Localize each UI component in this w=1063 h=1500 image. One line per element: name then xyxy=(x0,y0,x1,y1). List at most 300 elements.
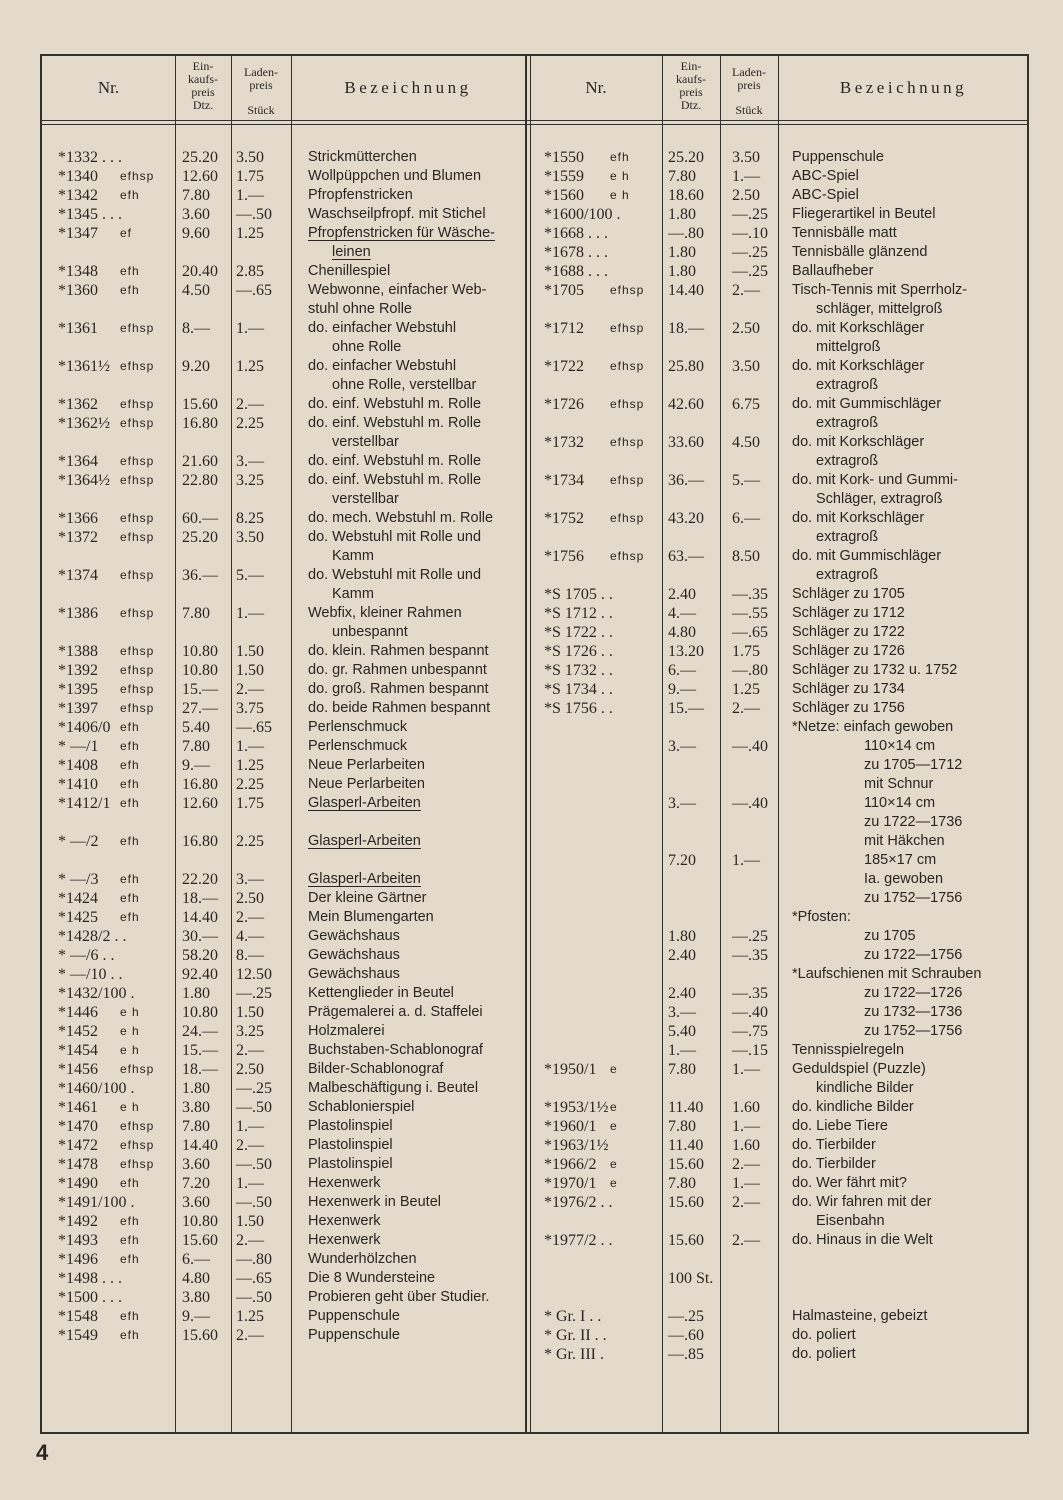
purchase-price: 1.80 xyxy=(182,985,210,1002)
retail-price: 2.— xyxy=(732,1194,760,1211)
purchase-price: 58.20 xyxy=(182,947,218,964)
table-row xyxy=(42,243,1027,262)
table-row xyxy=(42,167,1027,186)
item-variants: efhsp xyxy=(610,549,645,563)
retail-price: 1.75 xyxy=(732,643,760,660)
item-description: 185×17 cm xyxy=(864,852,937,868)
item-description: Hexenwerk xyxy=(308,1232,381,1248)
retail-price: —.75 xyxy=(732,1023,768,1040)
item-description: zu 1752—1756 xyxy=(864,890,963,906)
retail-price: 6.75 xyxy=(732,396,760,413)
item-number: *1734 xyxy=(544,472,584,489)
retail-price: 3.50 xyxy=(732,358,760,375)
item-number: *1456 xyxy=(58,1061,98,1078)
item-number: *1364 xyxy=(58,453,98,470)
retail-price: —.25 xyxy=(236,985,272,1002)
purchase-price: 27.— xyxy=(182,700,218,717)
item-variants: efhsp xyxy=(120,1138,155,1152)
item-variants: efh xyxy=(120,720,140,734)
item-variants: e xyxy=(610,1100,618,1114)
item-number: *1362 xyxy=(58,396,98,413)
purchase-price: 1.80 xyxy=(668,263,696,280)
item-description: Ia. gewoben xyxy=(864,871,944,887)
item-description: verstellbar xyxy=(332,491,399,507)
purchase-price: 8.— xyxy=(182,320,210,337)
item-number: *1366 xyxy=(58,510,98,527)
item-description: Wunderhölzchen xyxy=(308,1251,417,1267)
item-number: *1493 xyxy=(58,1232,98,1249)
purchase-price: 14.40 xyxy=(182,909,218,926)
retail-price: —.80 xyxy=(732,662,768,679)
item-description: Schläger zu 1734 xyxy=(792,681,905,697)
retail-price: 1.— xyxy=(732,168,760,185)
item-description: zu 1722—1736 xyxy=(864,814,963,830)
item-number: *S 1732 . . xyxy=(544,662,613,679)
item-description: Plastolinspiel xyxy=(308,1137,393,1153)
item-number: *1550 xyxy=(544,149,584,166)
purchase-price: 7.20 xyxy=(668,852,696,869)
retail-price: —.25 xyxy=(236,1080,272,1097)
retail-price: 2.25 xyxy=(236,415,264,432)
item-description: Hexenwerk in Beutel xyxy=(308,1194,441,1210)
item-number: *1966/2 xyxy=(544,1156,597,1173)
item-description: do. einfacher Webstuhl xyxy=(308,320,457,336)
retail-price: —.50 xyxy=(236,1099,272,1116)
item-description: Schläger zu 1705 xyxy=(792,586,905,602)
item-number: *1342 xyxy=(58,187,98,204)
table-row xyxy=(42,1117,1027,1136)
table-row xyxy=(42,1174,1027,1193)
item-number: *1712 xyxy=(544,320,584,337)
retail-price: 1.75 xyxy=(236,168,264,185)
item-variants: e h xyxy=(120,1005,140,1019)
item-description: Perlenschmuck xyxy=(308,738,408,754)
purchase-price: 9.60 xyxy=(182,225,210,242)
item-description: Puppenschule xyxy=(792,149,884,165)
purchase-price: 92.40 xyxy=(182,966,218,983)
retail-price: 1.50 xyxy=(236,662,264,679)
item-number: *1360 xyxy=(58,282,98,299)
purchase-price: 10.80 xyxy=(182,1213,218,1230)
item-number: *1976/2 . . xyxy=(544,1194,613,1211)
retail-price: 2.50 xyxy=(732,320,760,337)
retail-price: 2.— xyxy=(732,700,760,717)
purchase-price: 33.60 xyxy=(668,434,704,451)
table-row xyxy=(42,661,1027,680)
table-row xyxy=(42,851,1027,870)
item-description: Neue Perlarbeiten xyxy=(308,776,425,792)
item-description: Tennisbälle matt xyxy=(792,225,897,241)
item-number: *1472 xyxy=(58,1137,98,1154)
purchase-price: 16.80 xyxy=(182,415,218,432)
item-number: *1478 xyxy=(58,1156,98,1173)
purchase-price: —.25 xyxy=(668,1308,704,1325)
item-number: *S 1726 . . xyxy=(544,643,613,660)
item-variants: efh xyxy=(120,1214,140,1228)
table-row xyxy=(42,1003,1027,1022)
purchase-price: 15.— xyxy=(182,681,218,698)
purchase-price: 12.60 xyxy=(182,168,218,185)
purchase-price: 15.60 xyxy=(182,1232,218,1249)
table-row xyxy=(42,528,1027,547)
retail-price: —.35 xyxy=(732,947,768,964)
table-row xyxy=(42,794,1027,813)
purchase-price: —.60 xyxy=(668,1327,704,1344)
item-variants: efh xyxy=(120,739,140,753)
item-description: do. einf. Webstuhl m. Rolle xyxy=(308,415,482,431)
item-description: Pfropfenstricken für Wäsche- xyxy=(308,225,495,241)
table-row xyxy=(42,604,1027,623)
item-variants: efh xyxy=(120,1233,140,1247)
item-number: *1372 xyxy=(58,529,98,546)
item-description: Schläger zu 1726 xyxy=(792,643,905,659)
item-number: *1496 xyxy=(58,1251,98,1268)
header-ladenpreis: Laden- preis Stück xyxy=(244,65,278,117)
item-description: Fliegerartikel in Beutel xyxy=(792,206,936,222)
item-number: *1668 . . . xyxy=(544,225,608,242)
item-description: Kettenglieder in Beutel xyxy=(308,985,454,1001)
retail-price: 2.— xyxy=(732,1156,760,1173)
purchase-price: 10.80 xyxy=(182,1004,218,1021)
item-description: do. einf. Webstuhl m. Rolle xyxy=(308,396,482,412)
item-description: Der kleine Gärtner xyxy=(308,890,427,906)
item-description: mittelgroß xyxy=(816,339,881,355)
item-description: Holzmalerei xyxy=(308,1023,385,1039)
purchase-price: 9.— xyxy=(182,1308,210,1325)
item-variants: efhsp xyxy=(120,701,155,715)
table-row xyxy=(42,718,1027,737)
item-number: *1332 . . . xyxy=(58,149,122,166)
item-variants: efhsp xyxy=(610,359,645,373)
item-description: Glasperl-Arbeiten xyxy=(308,795,421,811)
item-number: *1732 xyxy=(544,434,584,451)
item-variants: efh xyxy=(610,150,630,164)
header-bezeichnung: Bezeichnung xyxy=(839,78,968,97)
item-number: *1454 xyxy=(58,1042,98,1059)
purchase-price: 25.80 xyxy=(668,358,704,375)
item-description: Geduldspiel (Puzzle) xyxy=(792,1061,926,1077)
retail-price: —.40 xyxy=(732,738,768,755)
item-description: do. klein. Rahmen bespannt xyxy=(308,643,489,659)
table-row xyxy=(42,547,1027,566)
price-table xyxy=(40,54,1029,1434)
purchase-price: 15.60 xyxy=(668,1194,704,1211)
item-description: extragroß xyxy=(816,415,879,431)
item-description: Ballaufheber xyxy=(792,263,874,279)
item-description: do. mit Korkschläger xyxy=(792,358,925,374)
purchase-price: 2.40 xyxy=(668,947,696,964)
item-description: do. einf. Webstuhl m. Rolle xyxy=(308,472,482,488)
item-variants: efhsp xyxy=(120,473,155,487)
purchase-price: 10.80 xyxy=(182,643,218,660)
item-number: *1752 xyxy=(544,510,584,527)
purchase-price: 7.80 xyxy=(668,1061,696,1078)
retail-price: 2.50 xyxy=(236,1061,264,1078)
table-row xyxy=(42,395,1027,414)
retail-price: 2.— xyxy=(236,1137,264,1154)
item-description: Schläger zu 1756 xyxy=(792,700,905,716)
item-description: Webwonne, einfacher Web- xyxy=(308,282,487,298)
retail-price: —.50 xyxy=(236,206,272,223)
retail-price: 1.60 xyxy=(732,1099,760,1116)
table-row xyxy=(42,870,1027,889)
table-row xyxy=(42,585,1027,604)
retail-price: 5.— xyxy=(236,567,264,584)
retail-price: 1.25 xyxy=(732,681,760,698)
item-number: *1960/1 xyxy=(544,1118,597,1135)
item-variants: e xyxy=(610,1176,618,1190)
item-description: Waschseilpfropf. mit Stichel xyxy=(308,206,486,222)
purchase-price: 15.60 xyxy=(668,1232,704,1249)
item-description: 110×14 cm xyxy=(864,795,936,811)
retail-price: 6.— xyxy=(732,510,760,527)
item-description: zu 1722—1756 xyxy=(864,947,963,963)
table-row xyxy=(42,908,1027,927)
item-variants: efhsp xyxy=(610,321,645,335)
item-description: Schläger zu 1712 xyxy=(792,605,905,621)
table-row xyxy=(42,471,1027,490)
item-description: Kamm xyxy=(332,586,374,602)
item-description: stuhl ohne Rolle xyxy=(308,301,412,317)
purchase-price: 11.40 xyxy=(668,1099,704,1116)
retail-price: 3.50 xyxy=(236,529,264,546)
table-row xyxy=(42,262,1027,281)
item-description: do. Wer fährt mit? xyxy=(792,1175,907,1191)
item-variants: efhsp xyxy=(610,473,645,487)
purchase-price: 18.— xyxy=(182,890,218,907)
table-row xyxy=(42,737,1027,756)
item-number: *1345 . . . xyxy=(58,206,122,223)
item-description: Hexenwerk xyxy=(308,1175,381,1191)
item-description: Gewächshaus xyxy=(308,928,400,944)
retail-price: —.25 xyxy=(732,928,768,945)
item-number: *1397 xyxy=(58,700,98,717)
item-number: *1406/0 xyxy=(58,719,111,736)
purchase-price: 7.80 xyxy=(182,187,210,204)
item-variants: efhsp xyxy=(610,435,645,449)
table-row xyxy=(42,927,1027,946)
item-number: *1428/2 . . xyxy=(58,928,127,945)
item-variants: efhsp xyxy=(120,606,155,620)
purchase-price: 22.20 xyxy=(182,871,218,888)
table-row xyxy=(42,1041,1027,1060)
purchase-price: 3.— xyxy=(668,1004,696,1021)
item-number: *1348 xyxy=(58,263,98,280)
retail-price: 2.— xyxy=(732,282,760,299)
retail-price: —.25 xyxy=(732,244,768,261)
item-number: *1722 xyxy=(544,358,584,375)
item-description: Buchstaben-Schablonograf xyxy=(308,1042,483,1058)
item-description: ohne Rolle, verstellbar xyxy=(332,377,477,393)
purchase-price: 16.80 xyxy=(182,776,218,793)
table-row xyxy=(42,1212,1027,1231)
item-number: *1970/1 xyxy=(544,1175,597,1192)
item-variants: efh xyxy=(120,283,140,297)
item-description: Tennisbälle glänzend xyxy=(792,244,928,260)
purchase-price: 3.60 xyxy=(182,1194,210,1211)
item-number: * Gr. III . xyxy=(544,1346,604,1363)
item-description: schläger, mittelgroß xyxy=(816,301,943,317)
item-description: do. Wir fahren mit der xyxy=(792,1194,932,1210)
header-ladenpreis: Laden- preis Stück xyxy=(732,65,766,117)
retail-price: —.80 xyxy=(236,1251,272,1268)
item-number: *1446 xyxy=(58,1004,98,1021)
item-number: *1392 xyxy=(58,662,98,679)
item-number: *1498 . . . xyxy=(58,1270,122,1287)
item-variants: e h xyxy=(610,188,630,202)
item-number: *1560 xyxy=(544,187,584,204)
item-variants: efh xyxy=(120,758,140,772)
item-number: *1950/1 xyxy=(544,1061,597,1078)
header-bezeichnung: Bezeichnung xyxy=(344,78,472,97)
purchase-price: 3.80 xyxy=(182,1289,210,1306)
retail-price: —.40 xyxy=(732,795,768,812)
table-row xyxy=(42,984,1027,1003)
item-description: Bilder-Schablonograf xyxy=(308,1061,444,1077)
retail-price: —.50 xyxy=(236,1156,272,1173)
item-description: do. kindliche Bilder xyxy=(792,1099,914,1115)
item-variants: efhsp xyxy=(120,454,155,468)
retail-price: 4.50 xyxy=(732,434,760,451)
item-number: *1388 xyxy=(58,643,98,660)
item-number: *1470 xyxy=(58,1118,98,1135)
purchase-price: 18.— xyxy=(182,1061,218,1078)
purchase-price: 22.80 xyxy=(182,472,218,489)
purchase-price: 60.— xyxy=(182,510,218,527)
item-description: ohne Rolle xyxy=(332,339,402,355)
table-row xyxy=(42,566,1027,585)
item-variants: efhsp xyxy=(120,644,155,658)
item-description: do. poliert xyxy=(792,1346,856,1362)
item-variants: efh xyxy=(120,1328,140,1342)
table-row xyxy=(42,623,1027,642)
item-description: Glasperl-Arbeiten xyxy=(308,871,421,887)
retail-price: 8.50 xyxy=(732,548,760,565)
item-number: * Gr. I . . xyxy=(544,1308,602,1325)
retail-price: —.65 xyxy=(236,719,272,736)
table-row xyxy=(42,642,1027,661)
item-description: do. mech. Webstuhl m. Rolle xyxy=(308,510,494,526)
item-number: *1500 . . . xyxy=(58,1289,122,1306)
retail-price: —.65 xyxy=(236,1270,272,1287)
purchase-price: 1.80 xyxy=(668,206,696,223)
retail-price: 5.— xyxy=(732,472,760,489)
purchase-price: 15.60 xyxy=(182,396,218,413)
purchase-price: 1.— xyxy=(668,1042,696,1059)
retail-price: 2.— xyxy=(732,1232,760,1249)
table-row xyxy=(42,946,1027,965)
purchase-price: —.85 xyxy=(668,1346,704,1363)
item-description: Gewächshaus xyxy=(308,966,400,982)
retail-price: —.65 xyxy=(732,624,768,641)
item-description: Neue Perlarbeiten xyxy=(308,757,425,773)
item-description: extragroß xyxy=(816,377,879,393)
table-row xyxy=(42,1060,1027,1079)
item-description: ABC-Spiel xyxy=(792,168,859,184)
item-variants: efh xyxy=(120,777,140,791)
item-number: * Gr. II . . xyxy=(544,1327,607,1344)
item-number: * —/6 . . xyxy=(58,947,115,964)
item-description: do. Tierbilder xyxy=(792,1137,876,1153)
purchase-price: 9.— xyxy=(668,681,696,698)
header-rule xyxy=(42,124,1027,125)
item-description: Puppenschule xyxy=(308,1327,400,1343)
purchase-price: 3.60 xyxy=(182,1156,210,1173)
item-variants: efhsp xyxy=(120,1157,155,1171)
retail-price: 1.60 xyxy=(732,1137,760,1154)
item-description: Malbeschäftigung i. Beutel xyxy=(308,1080,479,1096)
purchase-price: 3.— xyxy=(668,795,696,812)
retail-price: 2.50 xyxy=(236,890,264,907)
item-description: kindliche Bilder xyxy=(816,1080,914,1096)
purchase-price: 30.— xyxy=(182,928,218,945)
table-row xyxy=(42,1269,1027,1288)
item-variants: efhsp xyxy=(610,511,645,525)
table-row xyxy=(42,832,1027,851)
header-einkaufspreis: Ein- kaufs- preis Dtz. xyxy=(188,59,218,112)
purchase-price: 100 St. xyxy=(668,1270,714,1287)
item-number: *1412/1 xyxy=(58,795,111,812)
item-variants: efhsp xyxy=(120,321,155,335)
table-row xyxy=(42,148,1027,167)
retail-price: 3.75 xyxy=(236,700,264,717)
item-number: *1977/2 . . xyxy=(544,1232,613,1249)
table-row xyxy=(42,1193,1027,1212)
purchase-price: 7.80 xyxy=(668,1175,696,1192)
table-row xyxy=(42,205,1027,224)
item-description: zu 1732—1736 xyxy=(864,1004,963,1020)
item-number: *1408 xyxy=(58,757,98,774)
item-description: do. Webstuhl mit Rolle und xyxy=(308,529,482,545)
table-row xyxy=(42,357,1027,376)
item-description: do. Tierbilder xyxy=(792,1156,876,1172)
item-number: *1340 xyxy=(58,168,98,185)
item-description: do. mit Korkschläger xyxy=(792,320,925,336)
retail-price: 3.25 xyxy=(236,1023,264,1040)
item-variants: e xyxy=(610,1119,618,1133)
item-number: *1410 xyxy=(58,776,98,793)
item-number: *1953/1½ xyxy=(544,1099,609,1116)
item-description: zu 1752—1756 xyxy=(864,1023,963,1039)
item-description: do. einf. Webstuhl m. Rolle xyxy=(308,453,482,469)
item-number: * —/2 xyxy=(58,833,99,850)
item-description: Schläger zu 1732 u. 1752 xyxy=(792,662,958,678)
item-number: *S 1712 . . xyxy=(544,605,613,622)
item-description: extragroß xyxy=(816,567,879,583)
purchase-price: 36.— xyxy=(182,567,218,584)
item-variants: efh xyxy=(120,1309,140,1323)
item-description: Schläger zu 1722 xyxy=(792,624,905,640)
item-number: *1548 xyxy=(58,1308,98,1325)
retail-price: 1.50 xyxy=(236,1004,264,1021)
retail-price: 1.— xyxy=(732,1061,760,1078)
retail-price: 1.— xyxy=(732,1175,760,1192)
purchase-price: 15.— xyxy=(182,1042,218,1059)
retail-price: —.35 xyxy=(732,586,768,603)
table-row xyxy=(42,1231,1027,1250)
item-description: Strickmütterchen xyxy=(308,149,417,165)
item-description: Webfix, kleiner Rahmen xyxy=(308,605,462,621)
retail-price: 8.— xyxy=(236,947,264,964)
item-description: do. mit Gummischläger xyxy=(792,548,942,564)
item-variants: efh xyxy=(120,872,140,886)
item-description: *Netze: einfach gewoben xyxy=(792,719,954,735)
purchase-price: 25.20 xyxy=(182,529,218,546)
purchase-price: 11.40 xyxy=(668,1137,704,1154)
purchase-price: 6.— xyxy=(668,662,696,679)
purchase-price: 10.80 xyxy=(182,662,218,679)
retail-price: 2.— xyxy=(236,681,264,698)
